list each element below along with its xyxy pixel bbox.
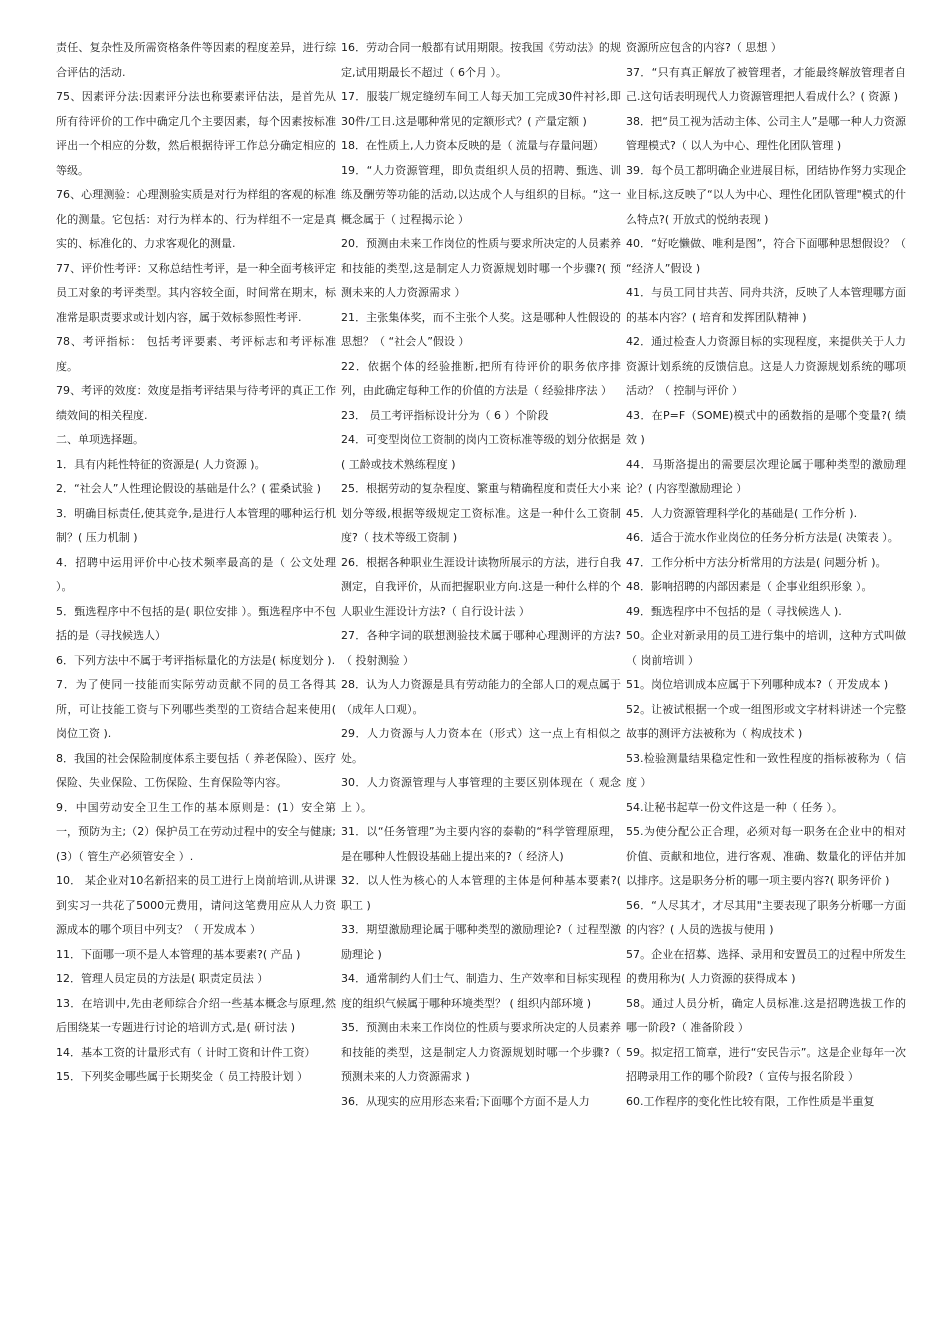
- question-paragraph: 76、心理测验：心理测验实质是对行为样组的客观的标准化的测量。它包括：对行为样本的、行为样组不一定是真实的、标准化的、力求客观化的测量.: [56, 188, 336, 250]
- question-paragraph: 26．根据各种职业生涯设计读物所展示的方法，进行自我测定，自我评价，从而把握职业方向.这是一种什么样的个人职业生涯设计方法?（ 自行设计法 ）: [341, 555, 621, 618]
- question-paragraph: 4．招聘中运用评价中心技术频率最高的是（ 公文处理 ）。: [56, 555, 336, 593]
- text-columns: [56, 36, 906, 1114]
- question-paragraph: 17．服装厂规定缝纫车间工人每天加工完成30件衬衫,即30件/工日.这是哪种常见的定额形式？( 产量定额 ): [341, 90, 621, 128]
- question-paragraph: 16．劳动合同一般都有试用期限。按我国《劳动法》的规定,试用期最长不超过（ 6个月 ）。: [341, 41, 621, 79]
- question-paragraph: 59。拟定招工简章，进行“安民告示”。这是企业每年一次招聘录用工作的哪个阶段?（ 宣传与报名阶段 ）: [626, 1045, 906, 1083]
- question-paragraph: 资源所应包含的内容?（ 思想 ）: [626, 41, 782, 54]
- question-paragraph: 2．“社会人”人性理论假设的基础是什么？( 霍桑试验 ): [56, 482, 321, 495]
- question-paragraph: 40．“好吃懒做、唯利是图”，符合下面哪种思想假设？（ “经济人”假设 ): [626, 237, 906, 275]
- column-right: [626, 36, 906, 1114]
- question-paragraph: 78、考评指标： 包括考评要素、考评标志和考评标准度。: [56, 335, 336, 373]
- question-paragraph: 51。岗位培训成本应属于下列哪种成本?（ 开发成本 ): [626, 678, 889, 691]
- question-paragraph: 7．为了使同一技能而实际劳动贡献不同的员工各得其所，可让技能工资与下列哪些类型的工资结合起来使用( 岗位工资 ).: [56, 678, 336, 740]
- question-paragraph: 44．马斯洛提出的需要层次理论属于哪种类型的激励理论？( 内容型激励理论 ）: [626, 457, 906, 495]
- question-paragraph: 3．明确目标责任,使其竞争,是进行人本管理的哪种运行机制？( 压力机制 ): [56, 506, 336, 544]
- question-paragraph: 14．基本工资的计量形式有（ 计时工资和计件工资）: [56, 1045, 316, 1059]
- question-paragraph: 29．人力资源与人力资本在（形式）这一点上有相似之处。: [341, 727, 621, 765]
- question-paragraph: 34．通常制约人们士气、制造力、生产效率和目标实现程度的组织气候属于哪种环境类型？ ( 组织内部环境 ): [341, 972, 621, 1010]
- question-paragraph: 38．把“员工视为活动主体、公司主人”是哪一种人力资源管理模式?（ 以人为中心、理性化团队管理 ): [626, 114, 906, 152]
- question-paragraph: 8．我国的社会保险制度体系主要包括（ 养老保险）、医疗保险、失业保险、工伤保险、生育保险等内容。: [56, 751, 336, 789]
- column-left: [56, 36, 336, 1114]
- question-paragraph: 75、因素评分法:因素评分法也称要素评估法，是首先从所有待评价的工作中确定几个主要因素，每个因素按标准评出一个相应的分数，然后根据待评工作总分确定相应的等级。: [56, 90, 336, 177]
- question-paragraph: 1．具有内耗性特征的资源是( 人力资源 )。: [56, 457, 266, 471]
- question-paragraph: 55.为使分配公正合理，必须对每一职务在企业中的相对价值、贡献和地位，进行客观、准确、数量化的评估并加以排序。这是职务分析的哪一项主要内容?( 职务评价 ): [626, 825, 906, 887]
- question-paragraph: 24．可变型岗位工资制的岗内工资标准等级的划分依据是( 工龄或技术熟练程度 ): [341, 433, 621, 471]
- question-paragraph: 54.让秘书起草一份文件这是一种（ 任务 ）。: [626, 800, 843, 814]
- question-paragraph: 36．从现实的应用形态来看;下面哪个方面不是人力: [341, 1094, 590, 1108]
- question-paragraph: 27．各种字词的联想测验技术属于哪种心理测评的方法?（ 投射测验 ）: [341, 629, 621, 667]
- question-paragraph: 22．依据个体的经验推断,把所有待评价的职务依序排列，由此确定每种工作的价值的方法是（ 经验排序法 ）: [341, 359, 621, 397]
- question-paragraph: 21．主张集体奖，而不主张个人奖。这是哪种人性假设的思想？（ “社会人”假设 ）: [341, 310, 621, 348]
- question-paragraph: 32．以人性为核心的人本管理的主体是何种基本要素?( 职工 ): [341, 874, 621, 912]
- question-paragraph: 52。让被试根据一个或一组图形或文字材料讲述一个完整故事的测评方法被称为（ 构成技术 ): [626, 702, 906, 740]
- question-paragraph: 79、考评的效度：效度是指考评结果与待考评的真正工作绩效间的相关程度.: [56, 384, 336, 422]
- question-paragraph: 10． 某企业对10名新招来的员工进行上岗前培训,从讲课到实习一共花了5000元费用，请问这笔费用应从人力资源成本的哪个项目中列支？（ 开发成本 ）: [56, 874, 336, 936]
- question-paragraph: 19．“人力资源管理，即负责组织人员的招聘、甄选、训练及酬劳等功能的活动,以达成个人与组织的目标。“这一概念属于（ 过程揭示论 ）: [341, 163, 621, 226]
- question-paragraph: 77、评价性考评：又称总结性考评，是一种全面考核评定员工对象的考评类型。其内容较全面，时间常在期末，标准常是职责要求或计划内容，属于效标参照性考评.: [56, 261, 336, 324]
- question-paragraph: 43．在P=F（SOME)模式中的函数指的是哪个变量?( 绩效 ): [626, 408, 906, 446]
- question-paragraph: 6．下列方法中不属于考评指标量化的方法是( 标度划分 ).: [56, 653, 336, 667]
- question-paragraph: 53.检验测量结果稳定性和一致性程度的指标被称为（ 信度 ）: [626, 751, 906, 789]
- question-paragraph: 49．甄选程序中不包括的是（ 寻找候选人 ).: [626, 604, 842, 618]
- question-paragraph: 39．每个员工都明确企业进展目标，团结协作努力实现企业目标,这反映了“以人为中心、理性化团队管理"模式的什么特点?( 开放式的悦纳表现 ): [626, 163, 906, 226]
- question-paragraph: 9．中国劳动安全卫生工作的基本原则是：(1）安全第一，预防为主;（2）保护员工在劳动过程中的安全与健康;(3）（ 管生产必须管安全 ）.: [56, 800, 336, 863]
- question-paragraph: 50。企业对新录用的员工进行集中的培训，这种方式叫做（ 岗前培训 ）: [626, 629, 906, 667]
- question-paragraph: 45．人力资源管理科学化的基础是( 工作分析 ).: [626, 506, 858, 520]
- question-paragraph: 12．管理人员定员的方法是( 职责定员法 ）: [56, 972, 269, 985]
- question-paragraph: 56．“人尽其才，才尽其用"主要表现了职务分析哪一方面的内容？( 人员的选拔与使用 ): [626, 898, 906, 936]
- question-paragraph: 37．“只有真正解放了被管理者，才能最终解放管理者自己.这句话表明现代人力资源管理把人看成什么？( 资源 ): [626, 65, 906, 103]
- question-paragraph: 47．工作分析中方法分析常用的方法是( 问题分析 )。: [626, 555, 887, 569]
- question-paragraph: 20．预测由未来工作岗位的性质与要求所决定的人员素养和技能的类型,这是制定人力资源规划时哪一个步骤?( 预测未来的人力资源需求 ）: [341, 237, 621, 299]
- question-paragraph: 二、单项选择题。: [56, 433, 144, 446]
- question-paragraph: 48．影响招聘的内部因素是（ 企事业组织形象 ）。: [626, 580, 873, 593]
- question-paragraph: 33．期望激励理论属于哪种类型的激励理论?（ 过程型激励理论 ): [341, 923, 621, 961]
- question-paragraph: 5．甄选程序中不包括的是( 职位安排 ）。甄选程序中不包括的是（寻找候选人）: [56, 604, 336, 642]
- question-paragraph: 57。企业在招募、选择、录用和安置员工的过程中所发生的费用称为( 人力资源的获得成本 ): [626, 947, 906, 985]
- question-paragraph: 42．通过检查人力资源目标的实现程度，来提供关于人力资源计划系统的反馈信息。这是人力资源规划系统的哪项活动？（ 控制与评价 ）: [626, 335, 906, 397]
- column-middle: [341, 36, 621, 1114]
- question-paragraph: 31．以“任务管理”为主要内容的泰勒的“科学管理原理，是在哪种人性假设基础上提出来的?（ 经济人): [341, 825, 621, 863]
- question-paragraph: 15．下列奖金哪些属于长期奖金（ 员工持股计划 ）: [56, 1070, 308, 1083]
- question-paragraph: 46．适合于流水作业岗位的任务分析方法是( 决策表 ）。: [626, 531, 899, 544]
- question-paragraph: 60.工作程序的变化性比较有限，工作性质是半重复: [626, 1094, 875, 1108]
- question-paragraph: 11．下面哪一项不是人本管理的基本要素?( 产品 ): [56, 947, 301, 961]
- question-paragraph: 25．根据劳动的复杂程度、繁重与精确程度和责任大小来划分等级,根据等级规定工资标准。这是一种什么工资制度?（ 技术等级工资制 ): [341, 482, 621, 544]
- question-paragraph: 58。通过人员分析，确定人员标准.这是招聘选拔工作的哪一阶段?（ 准备阶段 ）: [626, 996, 906, 1034]
- question-paragraph: 28．认为人力资源是具有劳动能力的全部人口的观点属于（成年人口观）。: [341, 678, 621, 716]
- question-paragraph: 23． 员工考评指标设计分为（ 6 ）个阶段: [341, 408, 549, 422]
- question-paragraph: 30．人力资源管理与人事管理的主要区别体现在（ 观念上 ）。: [341, 776, 621, 814]
- question-paragraph: 18．在性质上,人力资本反映的是（ 流量与存量问题）: [341, 139, 604, 152]
- question-paragraph: 13．在培训中,先由老师综合介绍一些基本概念与原理,然后围绕某一专题进行讨论的培训方式,是( 研讨法 ): [56, 996, 336, 1034]
- question-paragraph: 责任、复杂性及所需资格条件等因素的程度差异，进行综合评估的活动.: [56, 41, 336, 79]
- question-paragraph: 41．与员工同甘共苦、同舟共济，反映了人本管理哪方面的基本内容？( 培育和发挥团队精神 ): [626, 286, 906, 324]
- question-paragraph: 35．预测由未来工作岗位的性质与要求所决定的人员素养和技能的类型，这是制定人力资源规划时哪一个步骤?（ 预测未来的人力资源需求 ): [341, 1021, 621, 1083]
